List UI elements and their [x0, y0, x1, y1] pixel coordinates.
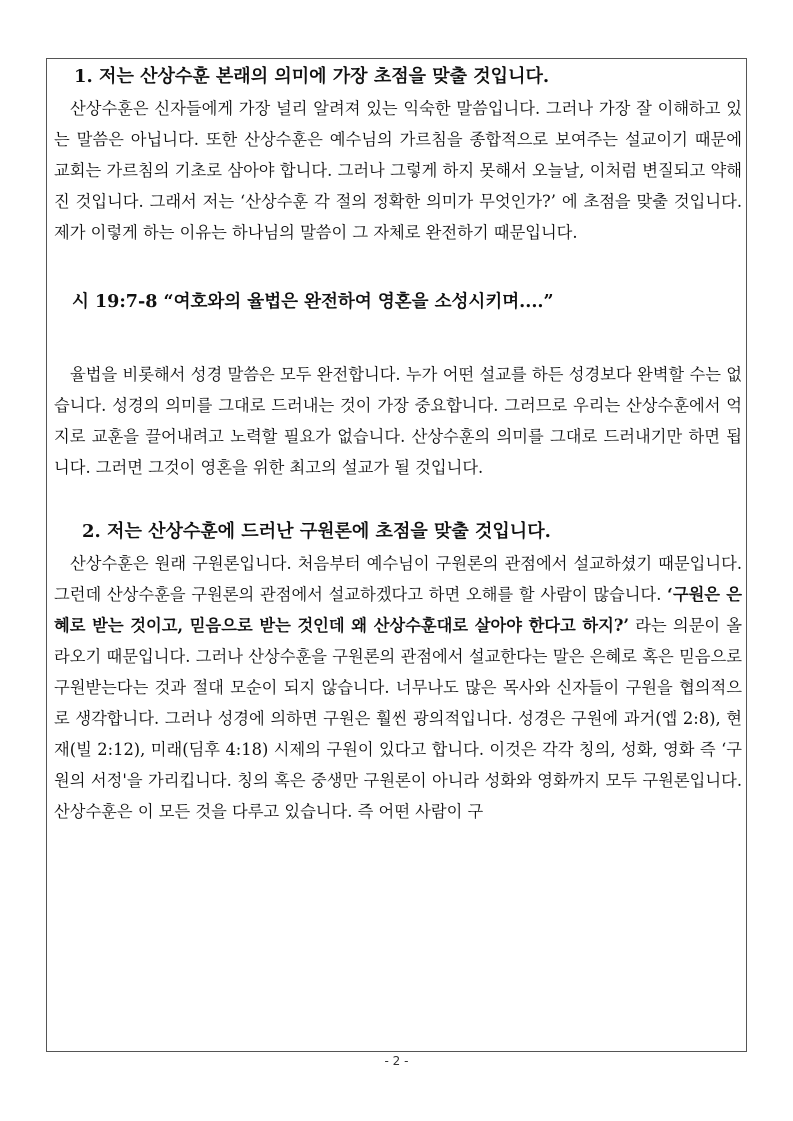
paragraph-2: 율법을 비롯해서 성경 말씀은 모두 완전합니다. 누가 어떤 설교를 하든 성경보다 완벽할 수는 없습니다. 성경의 의미를 그대로 드러내는 것이 가장 중요합니다. 그러므로 우리는 산상수훈에서 억지로 교훈을 끌어내려고 노력할 필요가 없습니다. 산상수훈의 의미를 그대로 드러내기만 하면 됩니다. 그러면 그것이 영혼을 위한 최고의 설교가 될 것입니다.	[54, 365, 742, 477]
scripture-verse: 시 19:7-8 “여호와의 율법은 완전하여 영혼을 소성시키며....”	[72, 292, 554, 312]
document-body	[54, 64, 742, 827]
section-1-paragraph: 산상수훈은 신자들에게 가장 널리 알려져 있는 익숙한 말씀입니다. 그러나 가장 잘 이해하고 있는 말씀은 아닙니다. 또한 산상수훈은 예수님의 가르침을 종합적으로 보여주는 설교이기 때문에 교회는 가르침의 기초로 삼아야 합니다. 그러나 그렇게 하지 못해서 오늘날, 이처럼 변질되고 약해진 것입니다. 그래서 저는 ‘산상수훈 각 절의 정확한 의미가 무엇인가?’ 에 초점을 맞출 것입니다. 제가 이렇게 하는 이유는 하나님의 말씀이 그 자체로 완전하기 때문입니다.	[54, 99, 742, 242]
section-2-text-1: 산상수훈은 원래 구원론입니다. 처음부터 예수님이 구원론의 관점에서 설교하셨기 때문입니다. 그런데 산상수훈을 구원론의 관점에서 설교하겠다고 하면 오해를 할 사람이 많습니다.	[54, 554, 742, 604]
section-2-text-2: 라는 의문이 올라오기 때문입니다. 그러나 산상수훈을 구원론의 관점에서 설교한다는 말은 은혜로 혹은 믿음으로 구원받는다는 것과 절대 모순이 되지 않습니다. 너무나도 많은 목사와 신자들이 구원을 협의적으로 생각합니다. 그러나 성경에 의하면 구원은 훨씬 광의적입니다. 성경은 구원에 과거(엡 2:8), 현재(빌 2:12), 미래(딤후 4:18) 시제의 구원이 있다고 합니다. 이것은 각각 칭의, 성화, 영화 즉 ‘구원의 서정'을 가리킵니다. 칭의 혹은 중생만 구원론이 아니라 성화와 영화까지 모두 구원론입니다. 산상수훈은 이 모든 것을 다루고 있습니다. 즉 어떤 사람이 구	[54, 616, 743, 821]
section-2-paragraph	[54, 548, 742, 827]
page-number: - 2 -	[384, 1054, 409, 1068]
section-1-heading: 1. 저는 산상수훈 본래의 의미에 가장 초점을 맞출 것입니다.	[74, 66, 550, 87]
section-2-bold-quote: ‘구원은 은혜로 받는 것이고, 믿음으로 받는 것인데 왜 산상수훈대로 살아야 한다고 하지?’	[54, 585, 742, 635]
section-2-heading: 2. 저는 산상수훈에 드러난 구원론에 초점을 맞출 것입니다.	[82, 521, 551, 542]
